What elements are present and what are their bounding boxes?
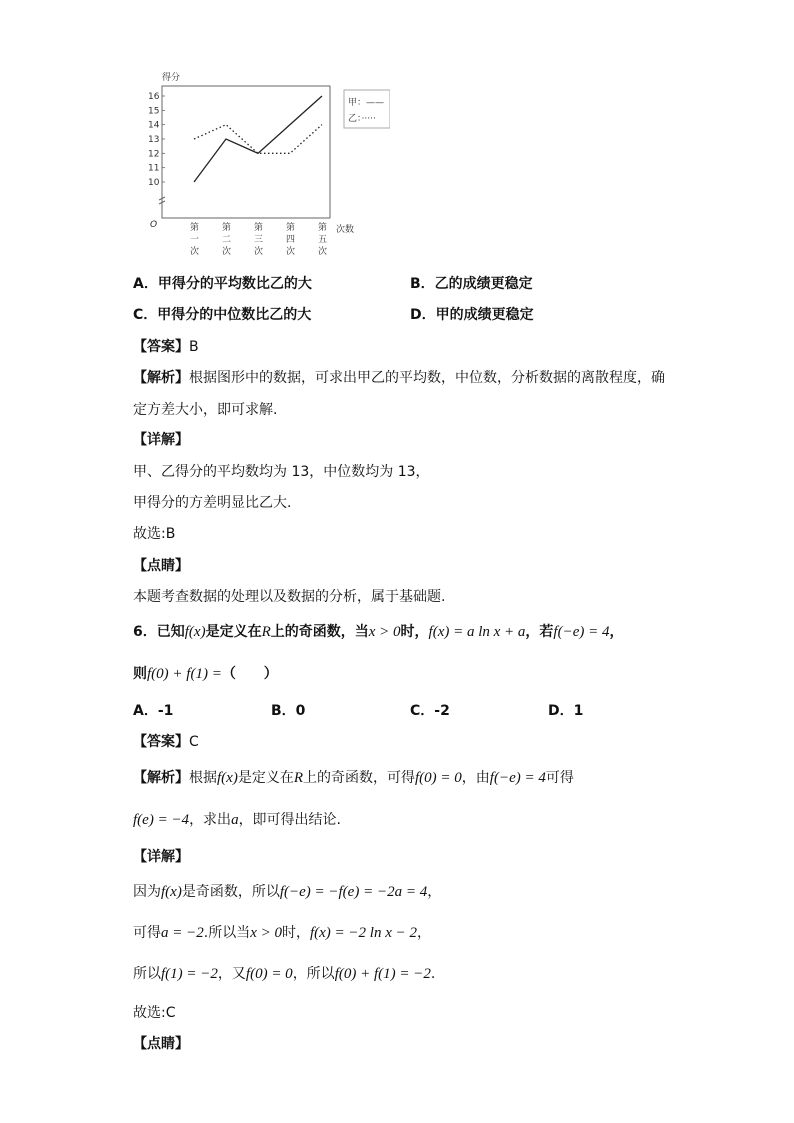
y-tick-label: 10 xyxy=(148,178,160,188)
math-a: a xyxy=(231,812,239,828)
y-tick-label: 15 xyxy=(148,106,160,117)
q5-option-d: D．甲的成绩更稳定 xyxy=(410,307,534,323)
detail-text: ，所以 xyxy=(292,966,335,982)
math-f-neg-e: f(−e) = 4 xyxy=(489,770,546,786)
q6-detail-line-1 xyxy=(133,882,441,902)
q6-option-c: C．-2 xyxy=(410,703,450,719)
q5-option-c: C．甲得分的中位数比乙的大 xyxy=(133,307,312,323)
math-a-value: a = −2 xyxy=(161,925,204,941)
detail-text: 是奇函数，所以 xyxy=(181,884,280,900)
q5-analysis-line-2: 定方差大小，即可求解. xyxy=(133,402,278,418)
x-axis-label: 次数 xyxy=(336,225,355,235)
q5-detail-line-2: 甲得分的方差明显比乙大. xyxy=(133,495,292,511)
q5-option-a: A．甲得分的平均数比乙的大 xyxy=(133,276,312,292)
q5-analysis-line-1 xyxy=(133,368,665,388)
y-tick-label: 16 xyxy=(148,92,160,102)
series-line-jia xyxy=(194,96,322,182)
x-tick-label: 次 xyxy=(318,247,328,257)
analysis-text: 可得 xyxy=(545,770,574,786)
q6-stem-line-2 xyxy=(133,664,278,684)
y-tick-label: 14 xyxy=(148,120,160,131)
q6-analysis-line-2 xyxy=(133,810,341,830)
y-tick-label: 13 xyxy=(148,135,160,145)
plot-frame xyxy=(162,86,330,218)
q6-detail-line-2 xyxy=(133,923,431,943)
score-line-chart xyxy=(140,68,390,264)
stem-text: 时， xyxy=(400,624,429,640)
analysis-text: 上的奇函数，可得 xyxy=(303,770,415,786)
detail-text: 可得 xyxy=(133,925,161,941)
math-x-gt-0: x > 0 xyxy=(250,925,282,941)
math-x-gt-0: x > 0 xyxy=(368,624,401,640)
analysis-text: ，求出 xyxy=(189,812,232,828)
detail-text: ， xyxy=(427,884,442,900)
q5-detail-line-1: 甲、乙得分的平均数均为 13，中位数均为 13， xyxy=(133,464,430,480)
q6-comment-tag: 【点睛】 xyxy=(133,1036,189,1052)
x-tick-label: 次 xyxy=(190,247,200,257)
analysis-text: ，由 xyxy=(461,770,490,786)
q6-answer xyxy=(133,732,199,752)
detail-text: .所以当 xyxy=(203,925,251,941)
analysis-text: 根据 xyxy=(189,770,217,786)
x-tick-label: 五 xyxy=(318,235,328,245)
q6-option-a: A．-1 xyxy=(133,703,174,719)
q6-detail-tag: 【详解】 xyxy=(133,849,189,865)
stem-text: ， xyxy=(609,624,624,640)
math-f0: f(0) = 0 xyxy=(245,966,293,982)
analysis-tag: 【解析】 xyxy=(133,770,189,786)
math-fx: f(x) xyxy=(161,884,182,900)
math-r: R xyxy=(261,624,271,640)
y-tick-label: 12 xyxy=(148,149,160,160)
detail-text: ，又 xyxy=(217,966,246,982)
q6-detail-line-3 xyxy=(133,964,435,984)
analysis-text: ，即可得出结论. xyxy=(238,812,342,828)
answer-blank: （ ） xyxy=(221,666,278,682)
stem-text: 是定义在 xyxy=(205,624,262,640)
answer-value: B xyxy=(189,339,199,355)
analysis-tag: 【解析】 xyxy=(133,370,189,386)
stem-text: ，若 xyxy=(525,624,554,640)
math-fx: f(x) xyxy=(217,770,238,786)
q5-comment-tag: 【点睛】 xyxy=(133,558,189,574)
detail-text: 所以 xyxy=(133,966,161,982)
x-tick-label: 四 xyxy=(286,235,296,245)
x-tick-label: 次 xyxy=(254,247,264,257)
detail-text: 因为 xyxy=(133,884,161,900)
answer-value: C xyxy=(189,734,199,750)
stem-text: 则 xyxy=(133,666,147,682)
math-f0: f(0) = 0 xyxy=(415,770,462,786)
x-tick-label: 第 xyxy=(286,223,296,233)
x-tick-label: 三 xyxy=(254,235,264,245)
series-line-yi xyxy=(194,125,322,154)
q6-option-d: D．1 xyxy=(548,703,584,719)
stem-text: 上的奇函数，当 xyxy=(270,624,369,640)
x-tick-label: 一 xyxy=(190,235,200,245)
y-axis-label: 得分 xyxy=(162,73,181,83)
math-odd-eq: f(−e) = −f(e) = −2a = 4 xyxy=(279,884,428,900)
x-tick-label: 次 xyxy=(286,247,296,257)
q5-option-b: B．乙的成绩更稳定 xyxy=(410,276,533,292)
math-sum: f(0) + f(1) = −2 xyxy=(334,966,431,982)
analysis-text: 根据图形中的数据，可求出甲乙的平均数，中位数，分析数据的离散程度，确 xyxy=(189,370,665,386)
detail-text: 时， xyxy=(281,925,310,941)
x-tick-label: 第 xyxy=(318,223,328,233)
q5-answer xyxy=(133,337,199,357)
math-fx-solved: f(x) = −2 ln x − 2 xyxy=(309,925,417,941)
math-f-neg-e: f(−e) = 4 xyxy=(553,624,610,640)
q5-choice: 故选:B xyxy=(133,526,176,542)
q5-comment: 本题考查数据的处理以及数据的分析，属于基础题. xyxy=(133,589,446,605)
analysis-text: 是定义在 xyxy=(237,770,294,786)
y-tick-label: 11 xyxy=(148,163,160,174)
answer-tag: 【答案】 xyxy=(133,734,189,750)
answer-tag: 【答案】 xyxy=(133,339,189,355)
math-f1: f(1) = −2 xyxy=(161,966,218,982)
math-f0-f1: f(0) + f(1) = xyxy=(147,666,222,682)
q6-stem-line-1 xyxy=(133,622,623,642)
q5-detail-tag: 【详解】 xyxy=(133,432,189,448)
math-r: R xyxy=(293,770,303,786)
legend-yi: 乙：····· xyxy=(348,114,376,124)
q6-option-b: B．0 xyxy=(271,703,306,719)
detail-text: . xyxy=(430,966,436,982)
origin-label: O xyxy=(150,220,158,230)
x-tick-label: 第 xyxy=(254,223,264,233)
legend-box xyxy=(344,90,390,128)
q6-analysis-line-1 xyxy=(133,768,574,788)
math-fe: f(e) = −4 xyxy=(133,812,190,828)
legend-jia: 甲：—— xyxy=(348,98,385,108)
q6-choice: 故选:C xyxy=(133,1005,176,1021)
x-tick-label: 二 xyxy=(222,235,232,245)
x-tick-label: 第 xyxy=(190,223,200,233)
x-tick-label: 次 xyxy=(222,247,232,257)
detail-text: ， xyxy=(417,925,431,941)
q6-number: 6．已知 xyxy=(133,624,185,640)
x-tick-label: 第 xyxy=(222,223,232,233)
math-fx: f(x) xyxy=(184,624,206,640)
math-fx-def: f(x) = a ln x + a xyxy=(428,624,526,640)
